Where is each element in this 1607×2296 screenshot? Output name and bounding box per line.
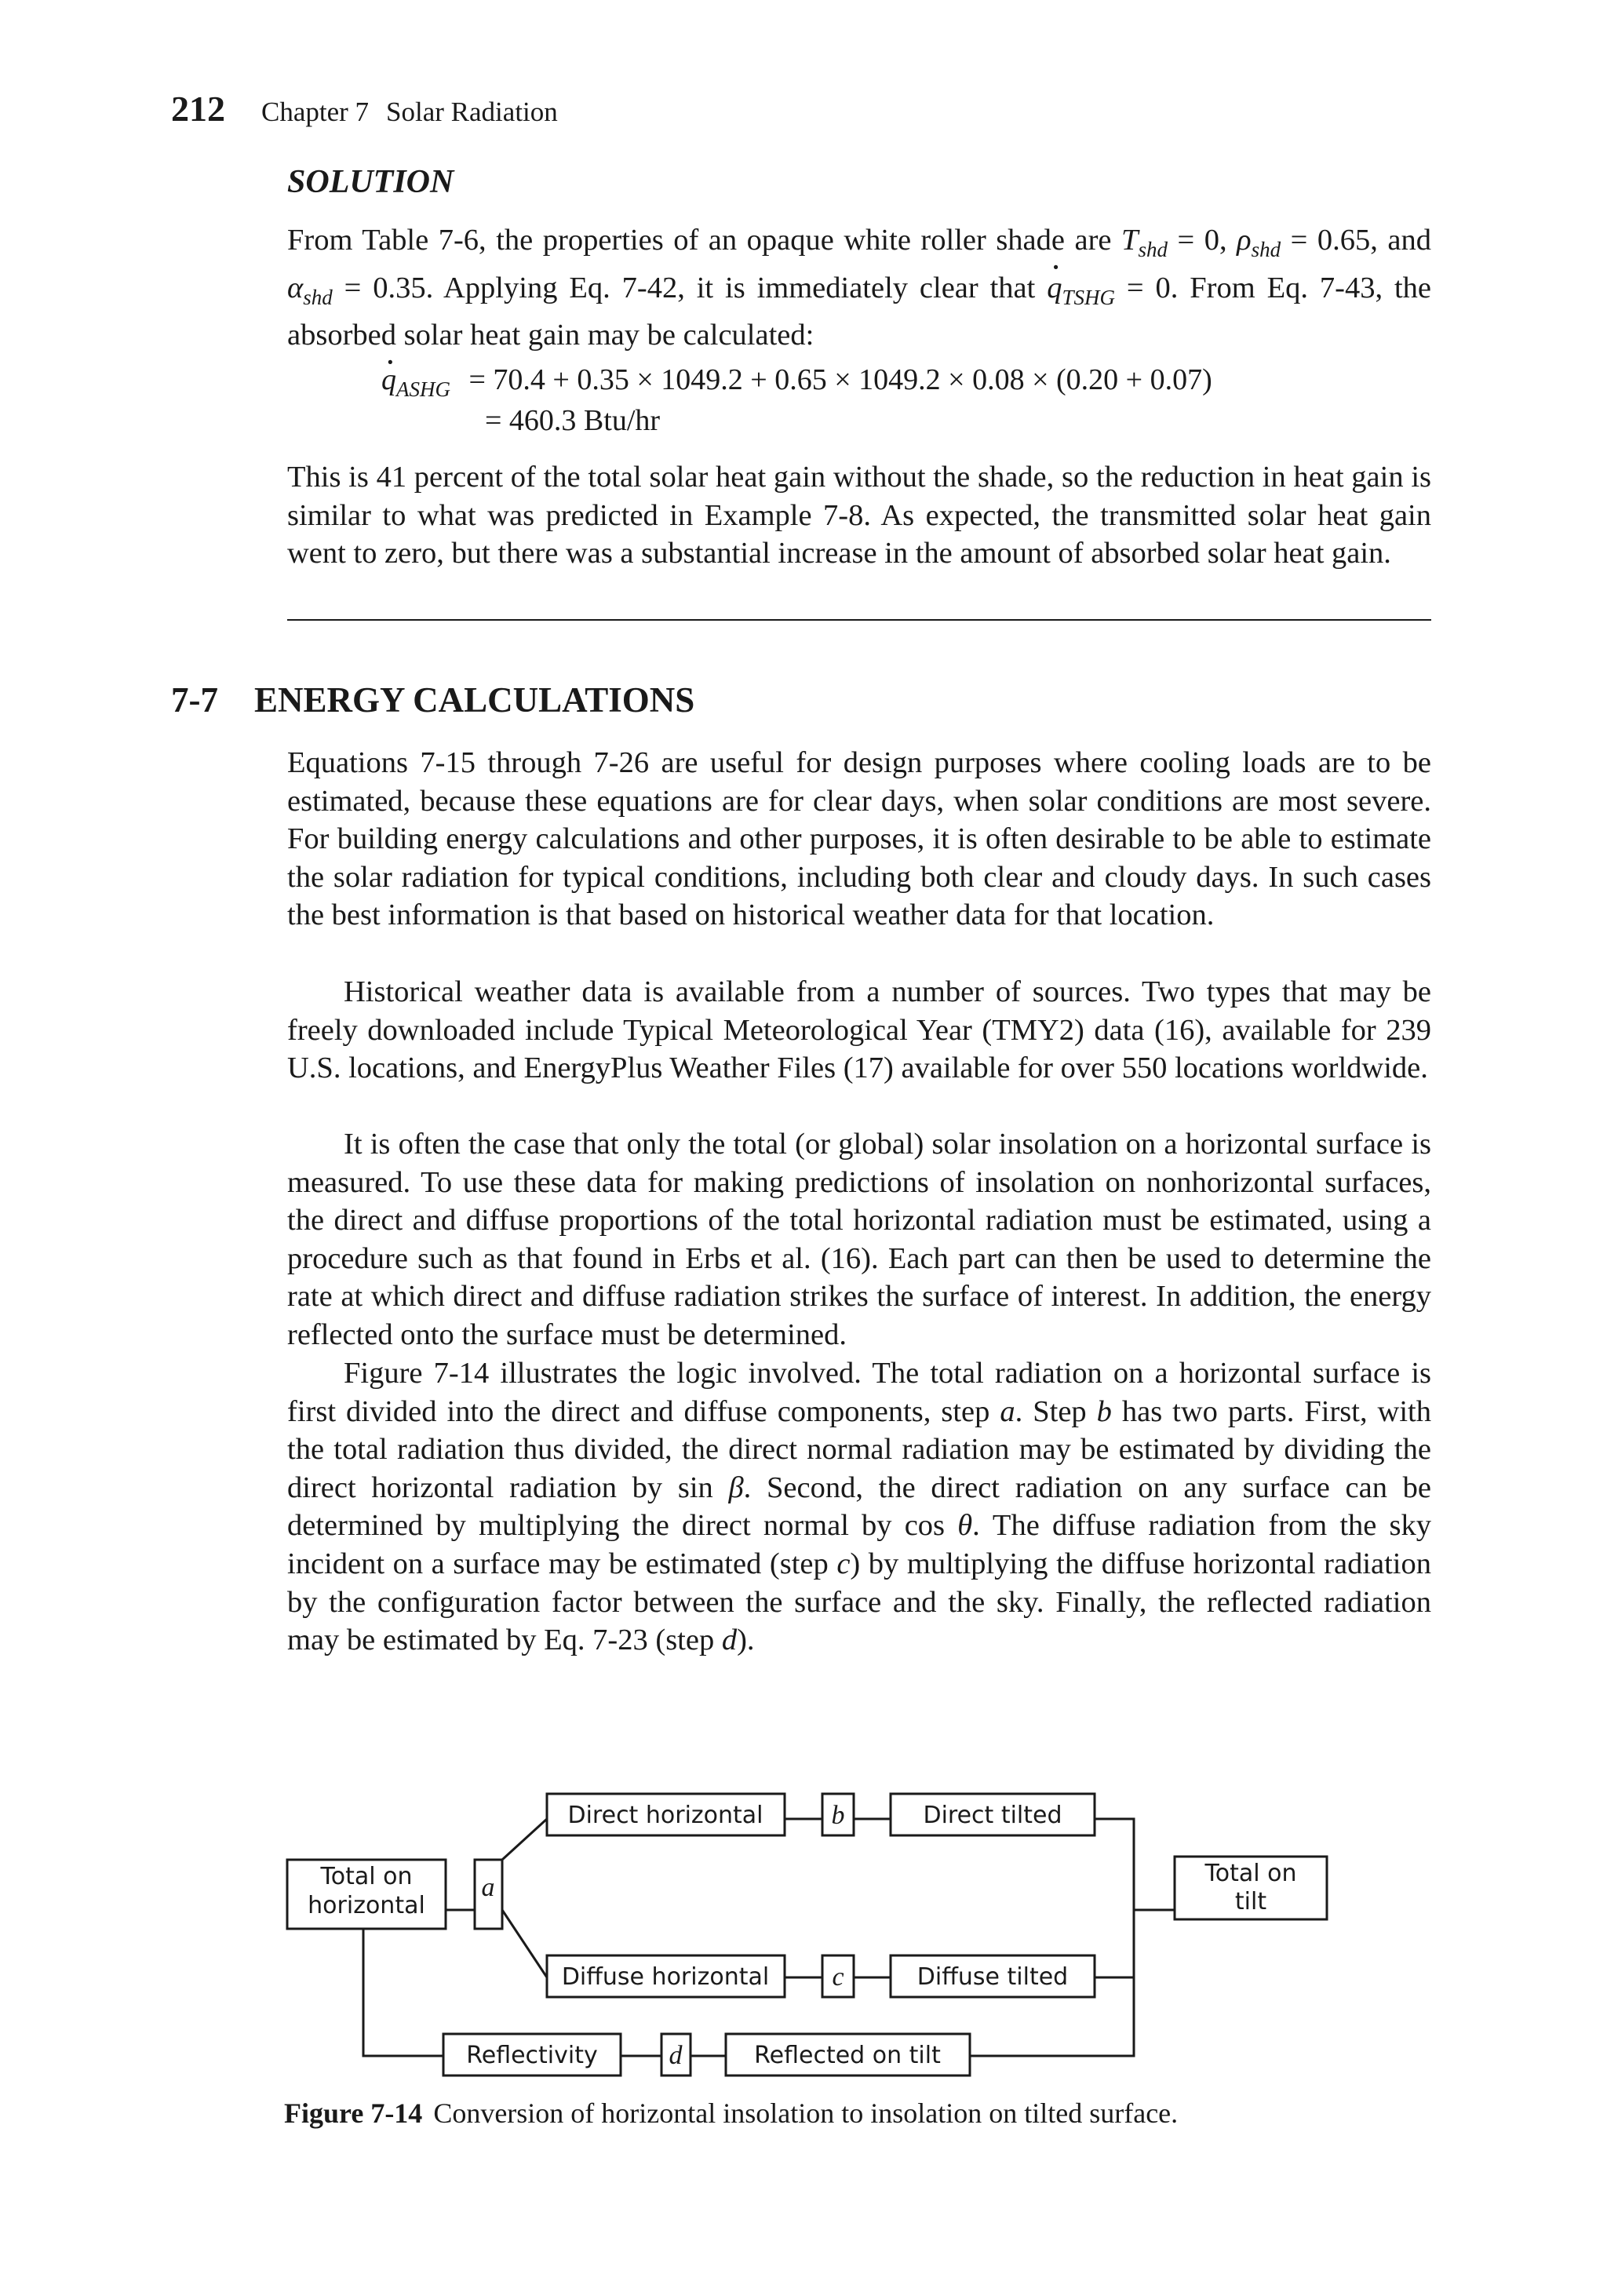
connector-total-to-reflectivity	[363, 1929, 443, 2056]
label-step-c: c	[832, 1963, 844, 1992]
label-total-on: Total on	[1204, 1860, 1297, 1887]
label-step-b: b	[831, 1801, 845, 1830]
intro-text: = 0.35. Applying Eq. 7-42, it is immediately clear that	[332, 271, 1048, 304]
label-total-on: Total on	[320, 1863, 413, 1890]
subscript-shd: shd	[1138, 238, 1168, 261]
step-b-ref: b	[1096, 1394, 1112, 1428]
subscript-tshg: TSHG	[1062, 285, 1115, 309]
label-diffuse-horizontal: Diffuse horizontal	[561, 1963, 770, 1991]
paragraph-2: Historical weather data is available from a number of sources. Two types that may be freely downloaded include Typical Meteorological Year (TMY2) data (16), available for 239 U.S. locations, and EnergyPlus Weather Files (17) available for over 550 locations worldwide.	[287, 975, 1431, 1085]
section-title: ENERGY CALCULATIONS	[254, 680, 695, 720]
paragraph-4-text: . Second, the direct radiation on any surface can be determined by multiplying the direct normal by cos	[287, 1471, 1431, 1543]
connector-a-to-direct	[502, 1819, 547, 1860]
step-d-ref: d	[721, 1624, 738, 1657]
solution-heading: SOLUTION	[287, 164, 454, 200]
paragraph-4-text: . The diffuse radiation from the sky incident on a surface may be estimated (step	[287, 1509, 1432, 1580]
label-horizontal: horizontal	[308, 1892, 425, 1919]
label-tilt: tilt	[1234, 1888, 1267, 1915]
symbol-alpha: α	[287, 271, 304, 304]
figure-caption	[284, 2097, 1178, 2130]
box-diffuse-horizontal	[547, 1955, 785, 1997]
box-direct-horizontal	[547, 1794, 785, 1835]
box-step-c	[822, 1955, 854, 1997]
paragraph-4-text: has two parts. First, with the total radiation thus divided, the direct normal radiation may be estimated by dividing the direct horizontal radiation by sin	[287, 1394, 1432, 1504]
page-number: 212	[171, 89, 225, 129]
solution-conclusion: This is 41 percent of the total solar heat gain without the shade, so the reduction in heat gain is similar to what was predicted in Example 7-8. As expected, the transmitted solar heat gain went to zero, but there was a substantial increase in the amount of absorbed solar heat gain.	[287, 461, 1431, 570]
box-total-on-horizontal	[287, 1860, 446, 1929]
box-total-on-tilt	[1175, 1857, 1327, 1919]
label-direct-horizontal: Direct horizontal	[567, 1802, 763, 1829]
box-direct-tilted	[891, 1794, 1095, 1835]
chapter-title: Solar Radiation	[386, 97, 558, 127]
box-step-d	[661, 2034, 691, 2076]
caption-label: Figure 7-14	[284, 2097, 423, 2129]
caption-text: Conversion of horizontal insolation to insolation on tilted surface.	[433, 2097, 1179, 2129]
label-step-a: a	[481, 1873, 495, 1902]
box-reflectivity	[443, 2034, 621, 2076]
intro-text: From Eq. 7-43, the absorbed solar heat gain may be calculated:	[287, 271, 1431, 352]
label-reflectivity: Reflectivity	[466, 2042, 598, 2069]
step-c-ref: c	[836, 1547, 851, 1580]
symbol-theta: θ	[957, 1509, 973, 1543]
intro-text: = 0,	[1167, 224, 1227, 257]
subscript-shd: shd	[303, 285, 333, 309]
paragraph-3: It is often the case that only the total (or global) solar insolation on a horizontal surface is measured. To use these data for making predictions of insolation on nonhorizontal surfaces, the direct and diffuse proportions of the total horizontal radiation must be estimated, using a procedure such as that found in Erbs et al. (16). Each part can then be used to determine the rate at which direct and diffuse radiation strikes the surface of interest. In addition, the energy reflected onto the surface must be determined.	[287, 1128, 1431, 1351]
chapter-number: Chapter 7	[261, 97, 370, 127]
section-number: 7-7	[171, 680, 218, 720]
symbol-rho: ρ	[1237, 224, 1252, 257]
paragraph-4-text: . Step	[1015, 1394, 1097, 1428]
step-a-ref: a	[1000, 1394, 1015, 1428]
label-diffuse-tilted: Diffuse tilted	[916, 1963, 1069, 1991]
label-direct-tilted: Direct tilted	[923, 1802, 1062, 1829]
symbol-q-dot: · q	[381, 363, 396, 397]
subscript-shd: shd	[1251, 238, 1281, 261]
subscript-ashg: ASHG	[396, 377, 450, 401]
intro-text: From Table 7-6, the properties of an opaque white roller shade are	[287, 224, 1122, 257]
intro-text: = 0.	[1114, 271, 1179, 304]
connector-a-to-diffuse	[502, 1910, 547, 1977]
label-reflected-on-tilt: Reflected on tilt	[754, 2042, 941, 2069]
label-step-d: d	[669, 2041, 683, 2070]
box-diffuse-tilted	[891, 1955, 1095, 1997]
paragraph-4-text: ).	[737, 1624, 755, 1657]
box-step-b	[822, 1794, 854, 1835]
box-reflected-on-tilt	[726, 2034, 970, 2076]
intro-text: = 0.65, and	[1281, 224, 1432, 257]
equation-line-2: = 460.3 Btu/hr	[485, 404, 661, 437]
equation-rhs: = 70.4 + 0.35 × 1049.2 + 0.65 × 1049.2 × 0.08 × (0.20 + 0.07)	[468, 363, 1212, 396]
paragraph-1: Equations 7-15 through 7-26 are useful for design purposes where cooling loads are to be estimated, because these equations are for clear days, when solar conditions are most severe. For building energy calculations and other purposes, it is often desirable to be able to estimate the solar radiation for typical conditions, including both clear and cloudy days. In such cases the best information is that based on historical weather data for that location.	[287, 746, 1431, 932]
paragraph-4-text: Figure 7-14 illustrates the logic involved. The total radiation on a horizontal surface is first divided into the direct and diffuse components, step	[287, 1357, 1431, 1428]
paragraph-4-text: ) by multiplying the diffuse horizontal radiation by the configuration factor between the surface and the sky. Finally, the reflected radiation may be estimated by Eq. 7-23 (step	[287, 1547, 1431, 1657]
symbol-q-dot: · q	[1047, 269, 1062, 308]
connector-merge-right	[970, 1819, 1134, 2056]
symbol-beta: β	[728, 1471, 744, 1504]
symbol-T: T	[1121, 224, 1139, 257]
box-step-a	[475, 1860, 502, 1929]
